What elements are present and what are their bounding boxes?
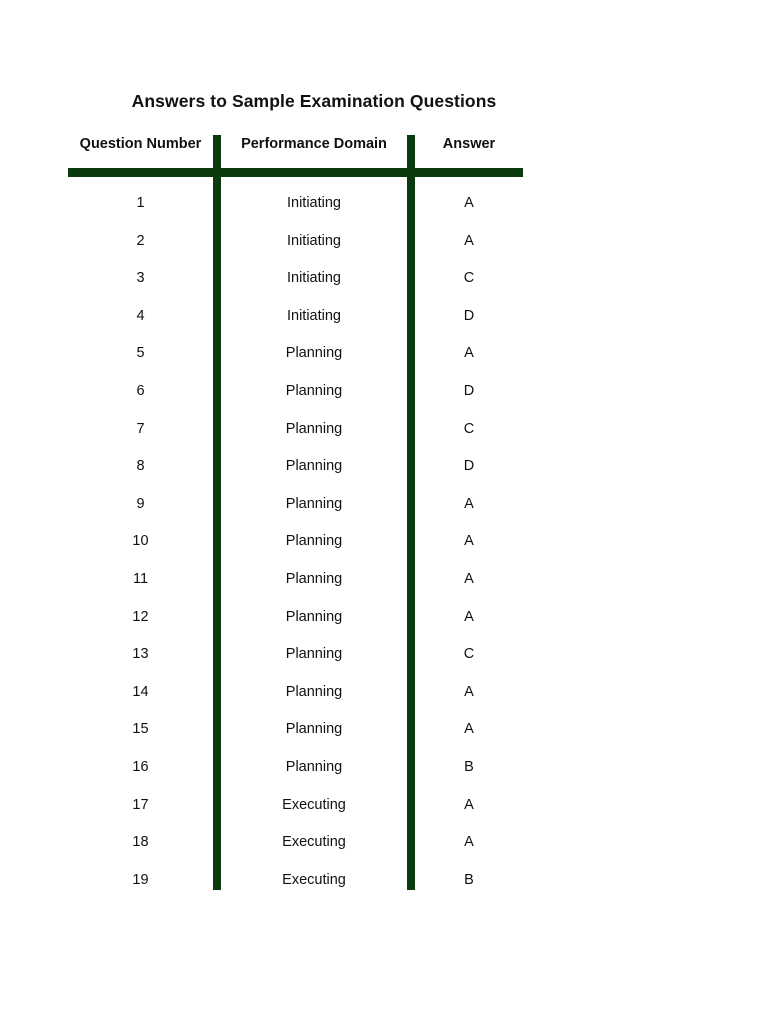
question-number-cell: 10 (132, 533, 149, 550)
question-number-cell: 2 (136, 232, 145, 249)
performance-domain-cell: Initiating (286, 307, 341, 324)
answer-cell: A (464, 345, 474, 362)
question-number-cell: 14 (132, 683, 149, 700)
table-row (0, 871, 768, 909)
question-number-cell: 12 (132, 608, 149, 625)
performance-domain-cell: Planning (285, 758, 343, 775)
table-row (0, 269, 768, 307)
performance-domain-cell: Initiating (286, 270, 341, 287)
table-row (0, 232, 768, 270)
table-row (0, 307, 768, 345)
question-number-cell: 17 (132, 796, 149, 813)
answer-cell: A (464, 796, 474, 813)
table-row (0, 720, 768, 758)
question-number-cell: 8 (136, 458, 145, 475)
performance-domain-cell: Planning (285, 458, 343, 475)
answer-cell: A (464, 608, 474, 625)
performance-domain-cell: Executing (282, 834, 346, 851)
performance-domain-cell: Executing (282, 796, 346, 813)
answer-cell: D (463, 458, 475, 475)
performance-domain-cell: Planning (285, 683, 343, 700)
answer-cell: A (464, 533, 474, 550)
table-row (0, 382, 768, 420)
answer-cell: D (463, 307, 475, 324)
table-row (0, 457, 768, 495)
table-row (0, 683, 768, 721)
performance-domain-cell: Planning (285, 420, 343, 437)
question-number-cell: 3 (136, 270, 145, 287)
answer-cell: B (464, 758, 474, 775)
answer-cell: A (464, 721, 474, 738)
header-performance-domain: Performance Domain (241, 136, 387, 152)
header-divider (68, 168, 523, 177)
answer-cell: B (464, 871, 474, 888)
question-number-cell: 15 (132, 721, 149, 738)
question-number-cell: 1 (136, 195, 145, 211)
question-number-cell: 19 (132, 871, 149, 888)
answer-cell: D (463, 382, 475, 399)
performance-domain-cell: Planning (285, 495, 343, 512)
table-row (0, 645, 768, 683)
table-row (0, 194, 768, 232)
table-row (0, 570, 768, 608)
header-answer: Answer (442, 136, 496, 152)
header-question-number: Question Number (79, 136, 202, 152)
answer-cell: C (463, 420, 475, 437)
question-number-cell: 7 (136, 420, 145, 437)
table-row (0, 758, 768, 796)
performance-domain-cell: Initiating (286, 195, 341, 211)
performance-domain-cell: Executing (282, 871, 346, 888)
performance-domain-cell: Planning (285, 646, 343, 663)
table-row (0, 796, 768, 834)
performance-domain-cell: Planning (285, 570, 343, 587)
question-number-cell: 6 (136, 382, 145, 399)
performance-domain-cell: Planning (285, 382, 343, 399)
question-number-cell: 5 (136, 345, 145, 362)
question-number-cell: 18 (132, 834, 149, 851)
question-number-cell: 9 (136, 495, 145, 512)
performance-domain-cell: Planning (285, 533, 343, 550)
performance-domain-cell: Planning (285, 721, 343, 738)
question-number-cell: 11 (132, 570, 149, 587)
answer-cell: A (464, 495, 474, 512)
performance-domain-cell: Planning (285, 608, 343, 625)
answer-cell: A (464, 232, 474, 249)
performance-domain-cell: Initiating (286, 232, 341, 249)
answer-cell: A (464, 570, 474, 587)
table-row (0, 833, 768, 871)
answer-cell: A (464, 683, 474, 700)
performance-domain-cell: Planning (285, 345, 343, 362)
answer-cell: C (463, 270, 475, 287)
table-row (0, 532, 768, 570)
table-row (0, 495, 768, 533)
question-number-cell: 16 (132, 758, 149, 775)
question-number-cell: 4 (136, 307, 145, 324)
table-body (0, 194, 768, 908)
question-number-cell: 13 (132, 646, 149, 663)
table-row (0, 420, 768, 458)
table-row (0, 608, 768, 646)
answer-cell: C (463, 646, 475, 663)
table-row (0, 344, 768, 382)
answer-cell: A (464, 195, 474, 211)
answer-cell: A (464, 834, 474, 851)
page-title: Answers to Sample Examination Questions (131, 91, 497, 111)
